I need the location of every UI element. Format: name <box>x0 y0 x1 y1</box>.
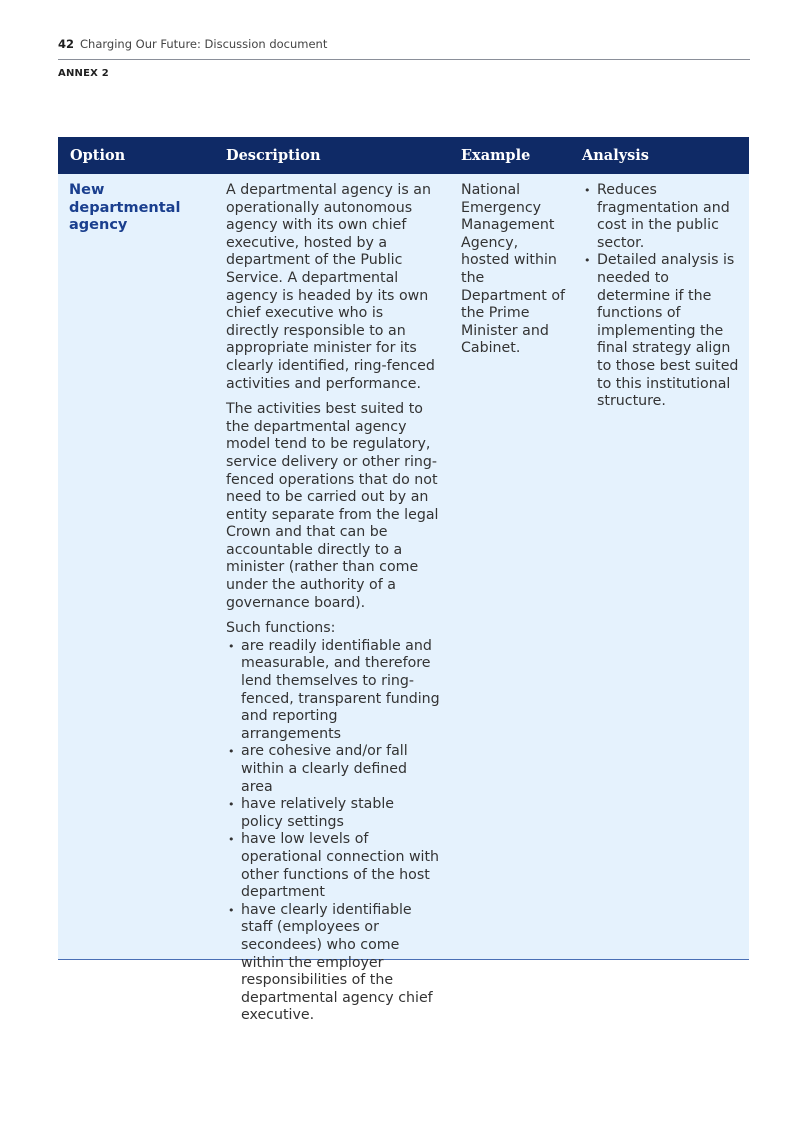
description-paragraph-1: A departmental agency is an operationally autonomous agency with its own chief executive, hosted by a department of the Public Service. A departmental agency is headed by its own chief executive who is directly responsible to an appropriate minister for its clearly identified, ring-fenced activities and performance. <box>226 182 435 392</box>
section-label: ANNEX 2 <box>58 68 109 79</box>
description-paragraph-2: The activities best suited to the departmental agency model tend to be regulatory, service delivery or other ring-fenced operations that do not need to be carried out by an entity separate from the legal Crown and that can be accountable directly to a minister (rather than come under the authority of a governance board). <box>226 401 439 611</box>
table-header <box>58 137 749 174</box>
list-item: • have clearly identifiable staff (employees or secondees) who come within the employer responsibilities of the departmental agency chief executive. <box>226 902 440 1025</box>
list-item: • have relatively stable policy settings <box>226 796 440 831</box>
list-item: • are readily identifiable and measurable, and therefore lend themselves to ring-fenced, transparent funding and reporting arrangements <box>226 638 440 744</box>
list-item: • Detailed analysis is needed to determine if the functions of implementing the final strategy align to those best suited to this institutional structure. <box>582 252 742 410</box>
list-item: • are cohesive and/or fall within a clearly defined area <box>226 743 440 796</box>
option-cell: New departmental agency <box>69 182 181 234</box>
table-row <box>58 174 749 1024</box>
description-lead: Such functions: <box>226 620 336 637</box>
page-header <box>58 37 750 60</box>
list-item: • Reduces fragmentation and cost in the public sector. <box>582 182 742 252</box>
analysis-cell <box>582 182 742 411</box>
column-header-description: Description <box>226 147 321 164</box>
description-bullet-list <box>226 638 440 1025</box>
list-item: • have low levels of operational connection with other functions of the host department <box>226 831 440 901</box>
column-header-example: Example <box>461 147 531 164</box>
document-title: Charging Our Future: Discussion document <box>80 37 328 51</box>
description-cell <box>226 182 440 1025</box>
example-cell: National Emergency Management Agency, hosted within the Department of the Prime Minister and Cabinet. <box>461 182 566 357</box>
analysis-bullet-list <box>582 182 742 411</box>
column-header-option: Option <box>70 147 126 164</box>
page-number: 42 <box>58 37 75 51</box>
column-header-analysis: Analysis <box>582 147 649 164</box>
options-table <box>58 137 749 1024</box>
